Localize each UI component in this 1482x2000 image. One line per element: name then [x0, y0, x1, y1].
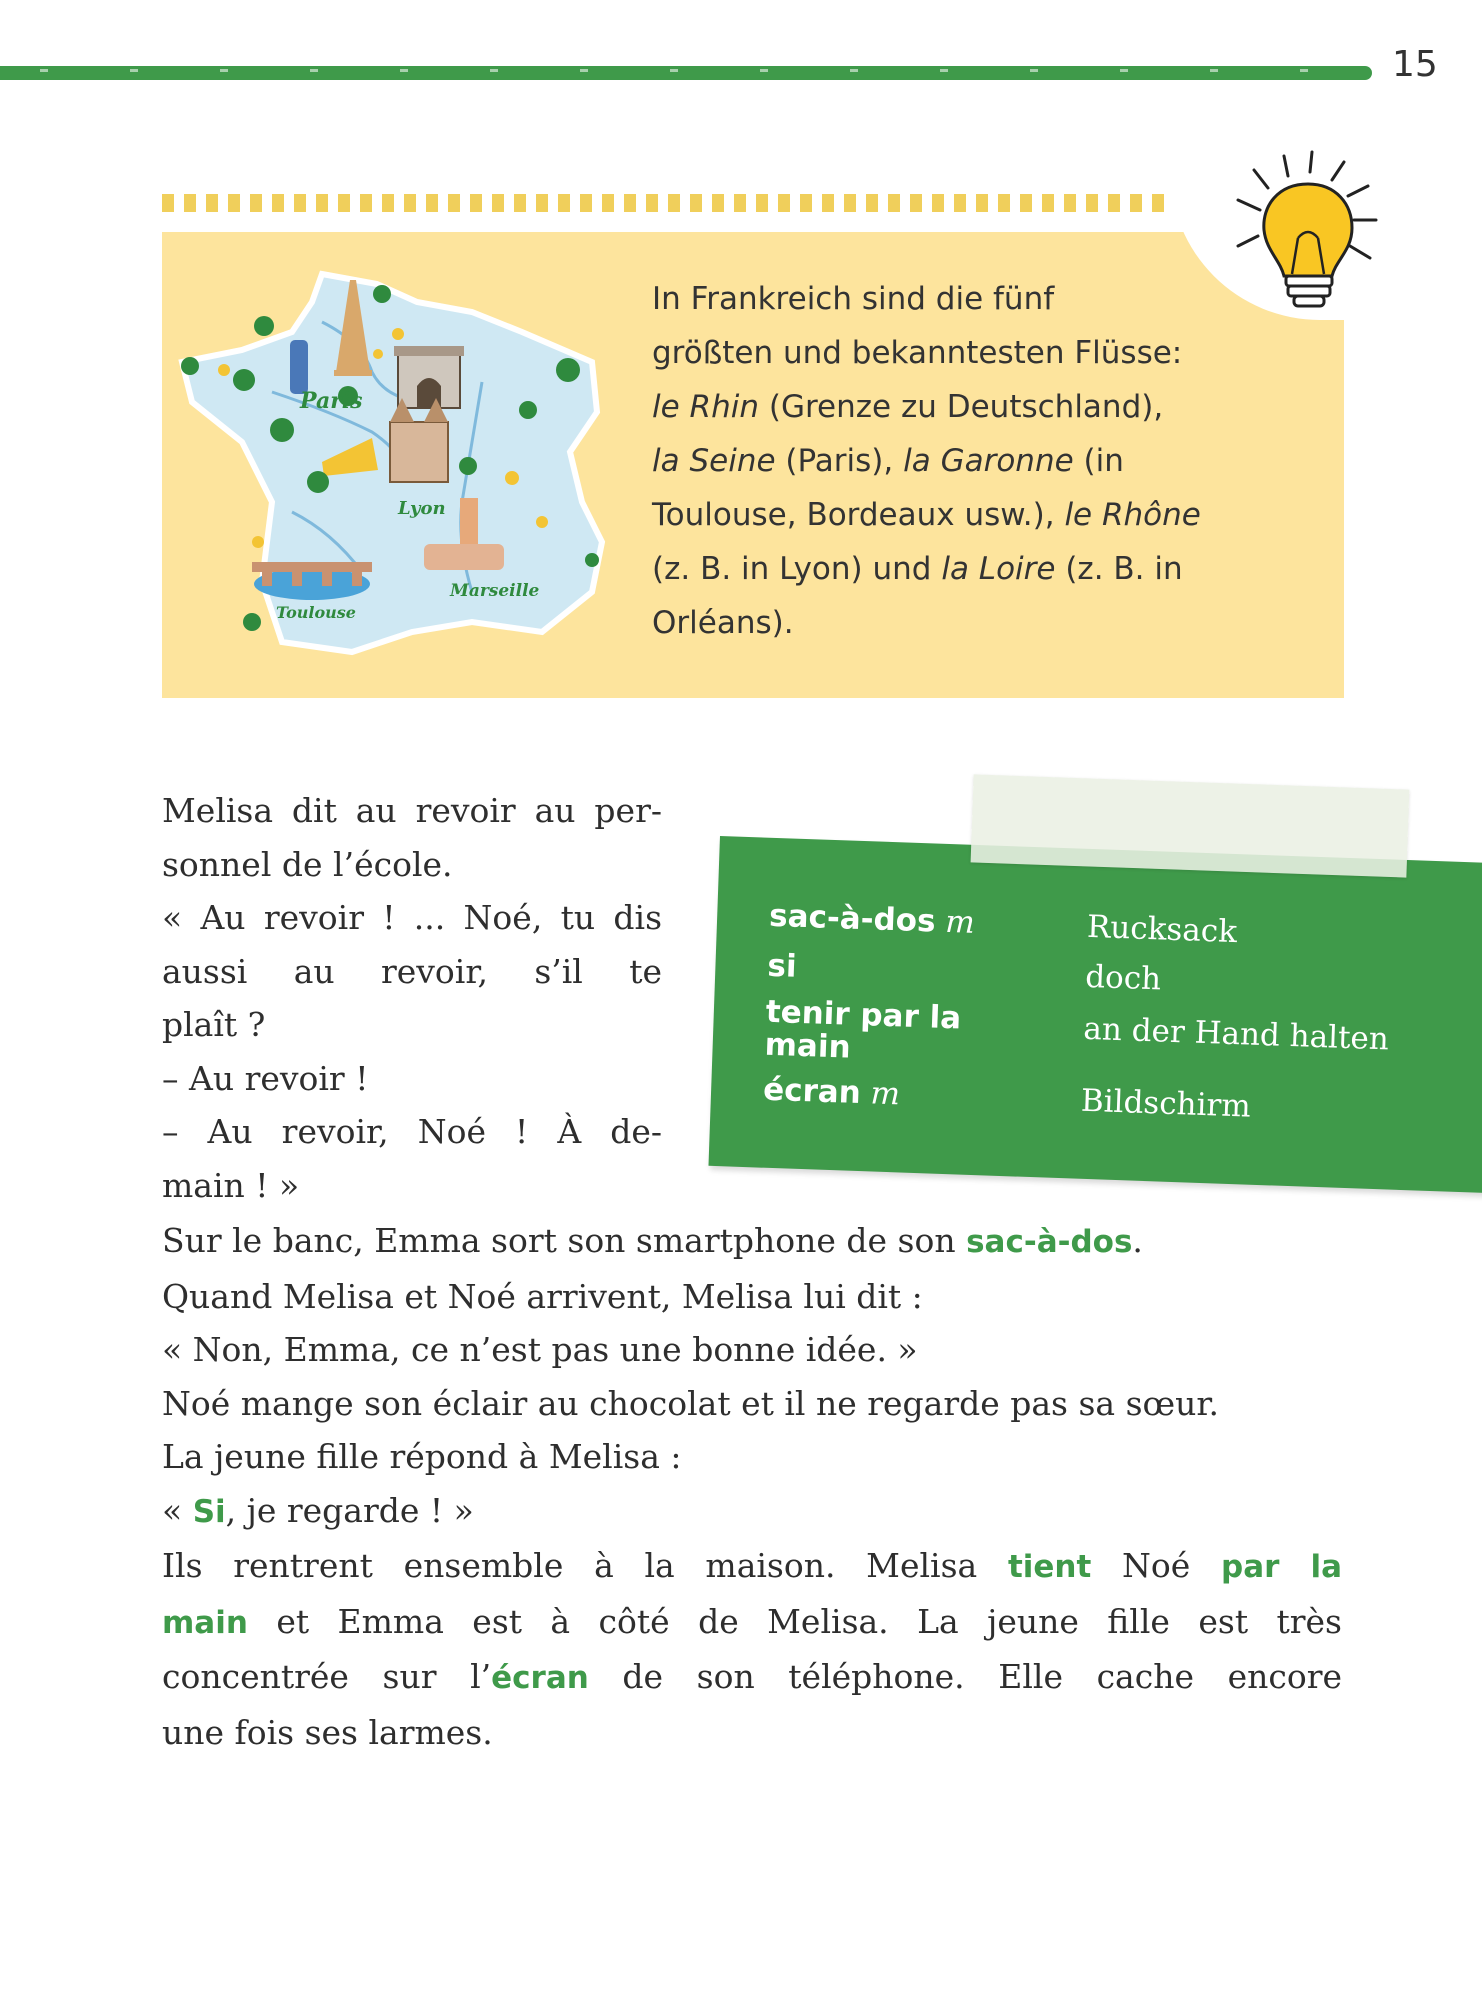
- text-run: Ils rentrent ensemble à la maison. Melisa: [162, 1546, 1008, 1585]
- vocab-highlight: sac-à-dos: [966, 1224, 1133, 1260]
- text-run: Sur le banc, Emma sort son smartphone de son: [162, 1221, 967, 1260]
- vocabulary-card: [708, 836, 1482, 1193]
- text-run: – Au revoir, Noé ! À de-: [162, 1112, 662, 1151]
- info-box-text: [652, 272, 1312, 650]
- tape-strip: [971, 774, 1410, 877]
- text-line: [162, 1377, 1342, 1431]
- text-run: Toulouse, Bordeaux usw.),: [652, 497, 1065, 533]
- text-run: concentrée sur l’: [162, 1657, 492, 1696]
- text-line: [162, 1430, 1342, 1484]
- vocab-translation: an der Hand halten: [1082, 1010, 1390, 1058]
- text-run: «: [162, 1490, 193, 1530]
- vocab-term-text: si: [766, 947, 798, 985]
- river-name: la Loire: [941, 551, 1056, 587]
- text-run: (Paris),: [775, 443, 904, 479]
- vocab-highlight: main: [162, 1604, 248, 1641]
- text-run: Noé mange son éclair au chocolat et il ne regarde pas sa sœur.: [162, 1383, 1220, 1423]
- map-label-paris: Paris: [300, 388, 363, 414]
- text-run: La jeune fille répond à Melisa :: [162, 1437, 682, 1476]
- vocab-highlight: Si: [192, 1493, 226, 1530]
- vocab-term-text: écran: [762, 1071, 862, 1112]
- vocab-term: [768, 897, 1030, 942]
- text-line: [162, 1214, 1342, 1270]
- text-line: [162, 1484, 1342, 1540]
- map-label-lyon: Lyon: [398, 498, 446, 519]
- vocab-gender: m: [934, 903, 976, 941]
- page-number: 15: [1392, 44, 1438, 85]
- vocab-term: [764, 993, 1026, 1071]
- river-name: la Garonne: [903, 443, 1074, 479]
- text-line: [162, 838, 662, 892]
- vocab-term-text: tenir par la main: [764, 993, 962, 1066]
- text-run: (z. B. in Lyon) und: [652, 551, 942, 587]
- text-line: [162, 1105, 662, 1159]
- france-map-illustration: [172, 262, 622, 662]
- info-line: [652, 542, 1312, 596]
- text-line: [162, 1650, 1342, 1706]
- text-run: , je regarde ! »: [225, 1490, 474, 1530]
- text-run: .: [1132, 1221, 1143, 1260]
- text-run: main ! »: [162, 1165, 300, 1205]
- river-name: le Rhône: [1064, 497, 1201, 533]
- map-label-toulouse: Toulouse: [276, 603, 356, 622]
- info-line: [652, 380, 1312, 434]
- text-line: [162, 1323, 1342, 1377]
- map-label-marseille: Marseille: [450, 581, 540, 601]
- text-run: In Frankreich sind die fünf: [652, 281, 1055, 317]
- info-line: [652, 596, 1312, 650]
- text-run: « Au revoir ! ... Noé, tu dis: [162, 898, 662, 937]
- text-run: « Non, Emma, ce n’est pas une bonne idée. »: [162, 1330, 918, 1369]
- info-line: [652, 488, 1312, 542]
- arc-de-triomphe-shape: [394, 346, 464, 408]
- vocab-translation: Bildschirm: [1080, 1082, 1252, 1125]
- vocab-term: [766, 947, 1028, 992]
- text-line: [162, 998, 662, 1052]
- info-line: [652, 434, 1312, 488]
- text-line: [162, 945, 662, 999]
- vocab-highlight: par la: [1221, 1549, 1342, 1585]
- vocab-term-text: sac-à-dos: [768, 897, 937, 940]
- text-run: – Au revoir !: [162, 1058, 369, 1098]
- text-run: Melisa dit au revoir au per-: [162, 791, 662, 830]
- text-run: de son téléphone. Elle cache encore: [588, 1657, 1343, 1696]
- text-run: sonnel de l’école.: [162, 844, 453, 884]
- vocab-translation: Rucksack: [1086, 908, 1238, 951]
- decorative-dash-line: [162, 194, 1170, 212]
- text-line: [162, 891, 662, 945]
- story-text-top: [162, 784, 662, 1212]
- text-line: [162, 1539, 1342, 1595]
- text-run: (z. B. in: [1055, 551, 1183, 587]
- vocab-highlight: tient: [1007, 1549, 1092, 1585]
- header-band: [0, 66, 1372, 80]
- text-run: (Grenze zu Deutschland),: [759, 389, 1164, 425]
- text-run: (in: [1073, 443, 1124, 479]
- text-line: [162, 1159, 662, 1213]
- text-run: Orléans).: [652, 605, 794, 641]
- river-name: la Seine: [652, 443, 776, 479]
- text-line: [162, 1706, 1342, 1760]
- river-name: le Rhin: [652, 389, 759, 425]
- vocab-gender: m: [860, 1075, 901, 1113]
- text-run: größten und bekanntesten Flüsse:: [652, 335, 1183, 371]
- info-line: [652, 272, 1312, 326]
- text-run: et Emma est à côté de Melisa. La jeune fille est très: [247, 1601, 1342, 1641]
- wine-bottle-shape: [290, 340, 308, 394]
- text-line: [162, 1595, 1342, 1651]
- text-run: aussi au revoir, s’il te: [162, 951, 662, 991]
- story-text-bottom: [162, 1214, 1342, 1759]
- text-run: Noé: [1091, 1546, 1222, 1585]
- vocab-translation: doch: [1084, 958, 1162, 998]
- vocab-term: [762, 1071, 1024, 1116]
- text-run: Quand Melisa et Noé arrivent, Melisa lui dit :: [162, 1276, 923, 1316]
- vocab-highlight: écran: [491, 1660, 589, 1696]
- text-run: plaît ?: [162, 1005, 266, 1044]
- info-line: [652, 326, 1312, 380]
- text-line: [162, 1270, 1342, 1324]
- text-line: [162, 1052, 662, 1106]
- text-run: une fois ses larmes.: [162, 1712, 493, 1752]
- text-line: [162, 784, 662, 838]
